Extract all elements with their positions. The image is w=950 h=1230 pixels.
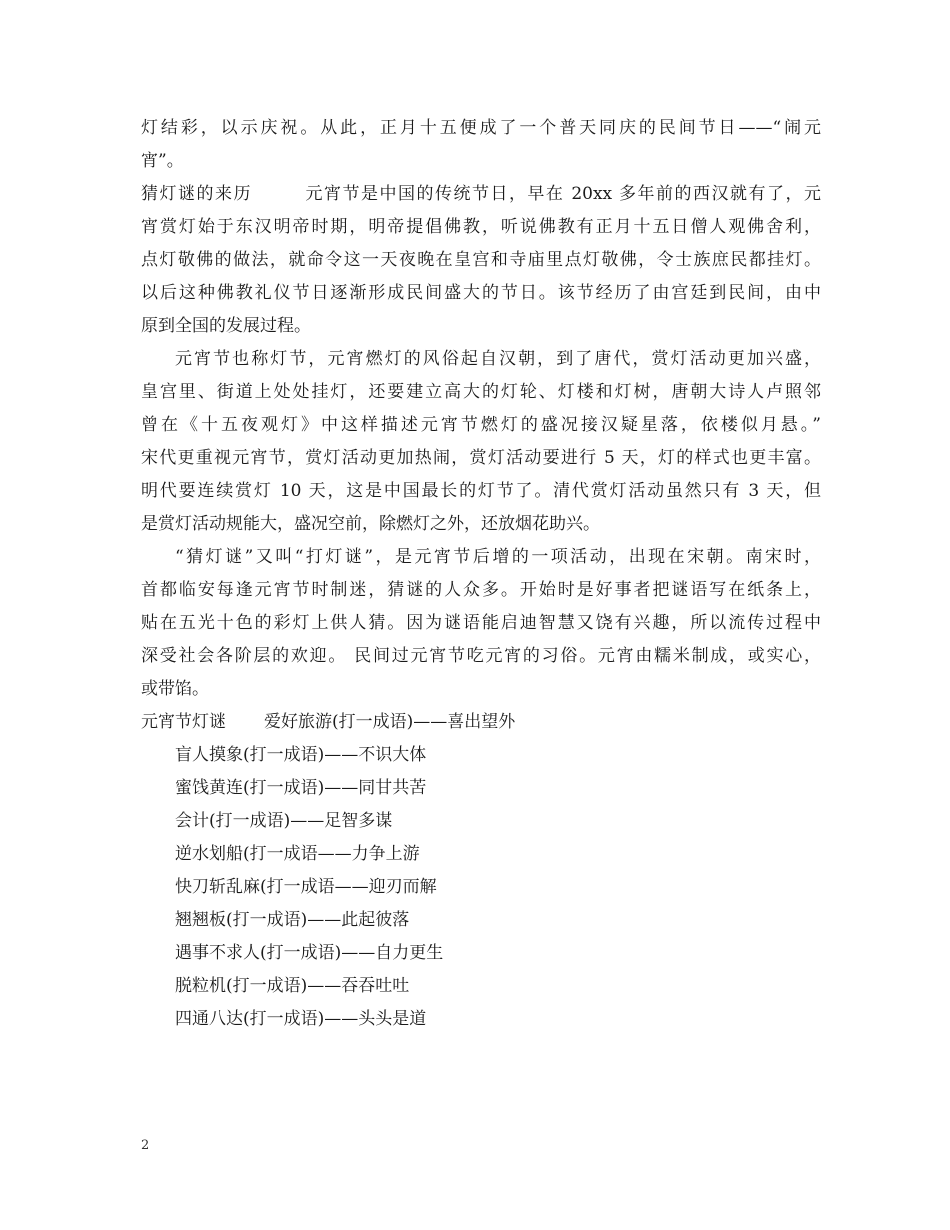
riddle-item: 逆水划船(打一成语——力争上游 [175, 844, 420, 864]
paragraph-line: 灯结彩，以示庆祝。从此，正月十五便成了一个普天同庆的民间节日——“闹元 [141, 118, 821, 138]
paragraph-line: 明代要连续赏灯 10 天，这是中国最长的灯节了。清代赏灯活动虽然只有 3 天，但 [141, 481, 821, 501]
riddle-item: 翘翘板(打一成语)——此起彼落 [175, 910, 410, 930]
section-heading: 猜灯谜的来历 [141, 184, 252, 204]
paragraph-line: 点灯敬佛的做法，就命令这一天夜晚在皇宫和寺庙里点灯敬佛，令士族庶民都挂灯。 [141, 250, 821, 270]
paragraph-text: 元宵节是中国的传统节日，早在 20xx 多年前的西汉就有了，元 [303, 184, 821, 204]
paragraph-line: 原到全国的发展过程。 [141, 316, 311, 336]
riddle-item: 会计(打一成语)——足智多谋 [175, 811, 393, 831]
riddle-item: 蜜饯黄连(打一成语)——同甘共苦 [175, 778, 427, 798]
paragraph-line: 深受社会各阶层的欢迎。 民间过元宵节吃元宵的习俗。元宵由糯米制成，或实心， [141, 646, 821, 666]
page-number: 2 [141, 1138, 150, 1153]
paragraph-line: 以后这种佛教礼仪节日逐渐形成民间盛大的节日。该节经历了由宫廷到民间，由中 [141, 283, 821, 303]
paragraph-line: “猜灯谜”又叫“打灯谜”，是元宵节后增的一项活动，出现在宋朝。南宋时， [175, 547, 821, 567]
paragraph-line: 是赏灯活动规能大，盛况空前，除燃灯之外，还放烟花助兴。 [141, 514, 600, 534]
riddle-item: 爱好旅游(打一成语)——喜出望外 [264, 712, 516, 732]
paragraph-line: 元宵节也称灯节，元宵燃灯的风俗起自汉朝，到了唐代，赏灯活动更加兴盛， [175, 349, 821, 369]
document-body [141, 112, 821, 1036]
paragraph-line: 宋代更重视元宵节，赏灯活动更加热闹，赏灯活动要进行 5 天，灯的样式也更丰富。 [141, 448, 821, 468]
section-lantern-riddle-origin [141, 178, 821, 211]
riddle-section-heading-line [141, 706, 821, 739]
paragraph-line: 宵”。 [141, 151, 184, 171]
paragraph-line: 贴在五光十色的彩灯上供人猜。因为谜语能启迪智慧又饶有兴趣，所以流传过程中 [141, 613, 821, 633]
paragraph-line: 皇宫里、街道上处处挂灯，还要建立高大的灯轮、灯楼和灯树，唐朝大诗人卢照邻 [141, 382, 821, 402]
riddle-item: 四通八达(打一成语)——头头是道 [175, 1009, 427, 1029]
riddle-item: 脱粒机(打一成语)——吞吞吐吐 [175, 976, 410, 996]
paragraph-line: 或带馅。 [141, 679, 209, 699]
paragraph-line: 曾在《十五夜观灯》中这样描述元宵节燃灯的盛况接汉疑星落，依楼似月悬。” [141, 415, 821, 435]
riddle-item: 遇事不求人(打一成语)——自力更生 [175, 943, 444, 963]
riddle-section-heading: 元宵节灯谜 [141, 712, 226, 732]
riddle-item: 快刀斩乱麻(打一成语——迎刃而解 [175, 877, 437, 897]
paragraph-line: 首都临安每逢元宵节时制迷，猜谜的人众多。开始时是好事者把谜语写在纸条上， [141, 580, 821, 600]
paragraph-line: 宵赏灯始于东汉明帝时期，明帝提倡佛教，听说佛教有正月十五日僧人观佛舍利， [141, 217, 821, 237]
riddle-item: 盲人摸象(打一成语)——不识大体 [175, 745, 427, 765]
